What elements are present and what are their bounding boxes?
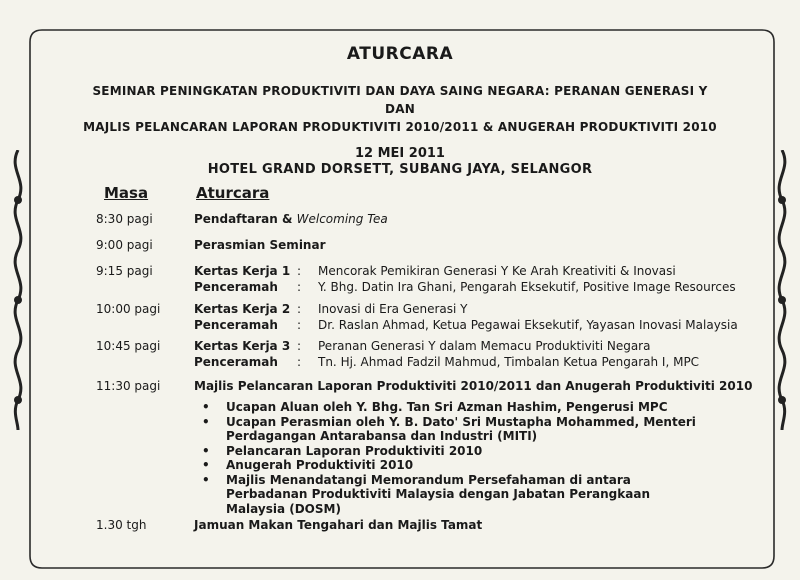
- schedule-time: 8:30 pagi: [96, 212, 153, 226]
- list-item-text: Ucapan Perasmian oleh Y. B. Dato' Sri Mustapha Mohammed, Menteri Perdagangan Antarabansa dan Industri (MITI): [226, 414, 696, 443]
- schedule-item: Kertas Kerja 2: [194, 302, 291, 316]
- separator-colon: :: [297, 355, 302, 369]
- subtitle-line-3: MAJLIS PELANCARAN LAPORAN PRODUKTIVITI 2010/2011 & ANUGERAH PRODUKTIVITI 2010: [83, 120, 717, 134]
- separator-colon: :: [297, 318, 302, 332]
- separator-colon: :: [297, 280, 302, 294]
- schedule-speaker: Y. Bhg. Datin Ira Ghani, Pengarah Eksekutif, Positive Image Resources: [318, 280, 736, 294]
- bullet-icon: •: [202, 472, 210, 487]
- bullet-icon: •: [202, 414, 210, 429]
- list-item-text: Majlis Menandatangi Memorandum Persefahaman di antara Perbadanan Produktiviti Malaysia dengan Jabatan Perangkaan Malaysia (DOSM): [226, 472, 650, 516]
- subtitle-line-1: SEMINAR PENINGKATAN PRODUKTIVITI DAN DAYA SAING NEGARA: PERANAN GENERASI Y: [92, 84, 708, 98]
- left-ornament: [4, 150, 32, 430]
- schedule-item: Jamuan Makan Tengahari dan Majlis Tamat: [194, 518, 483, 532]
- bullet-icon: •: [202, 400, 210, 414]
- separator-colon: :: [297, 339, 302, 353]
- event-date: 12 MEI 2011: [355, 146, 445, 161]
- list-item: [200, 400, 696, 415]
- list-item: [200, 444, 696, 459]
- schedule-speaker-label: Penceramah: [194, 318, 278, 332]
- schedule-desc: Peranan Generasi Y dalam Memacu Produktiviti Negara: [318, 339, 651, 353]
- list-item: [200, 458, 696, 473]
- schedule-item-italic: Welcoming Tea: [296, 212, 388, 226]
- schedule-item: Majlis Pelancaran Laporan Produktiviti 2010/2011 dan Anugerah Produktiviti 2010: [194, 379, 753, 393]
- list-item: [200, 415, 696, 444]
- list-item-text: Pelancaran Laporan Produktiviti 2010: [226, 443, 483, 458]
- event-venue: HOTEL GRAND DORSETT, SUBANG JAYA, SELANGOR: [207, 162, 593, 177]
- schedule-desc: Mencorak Pemikiran Generasi Y Ke Arah Kreativiti & Inovasi: [318, 264, 676, 278]
- schedule-item: Kertas Kerja 3: [194, 339, 291, 353]
- schedule-speaker-label: Penceramah: [194, 355, 278, 369]
- subtitle-line-2: DAN: [385, 102, 415, 116]
- schedule-speaker: Tn. Hj. Ahmad Fadzil Mahmud, Timbalan Ketua Pengarah I, MPC: [318, 355, 700, 369]
- separator-colon: :: [297, 264, 302, 278]
- schedule-time: 1.30 tgh: [96, 518, 147, 532]
- bullet-icon: •: [202, 458, 210, 472]
- schedule-time: 9:15 pagi: [96, 264, 153, 278]
- schedule-time: 9:00 pagi: [96, 238, 153, 252]
- schedule-time: 11:30 pagi: [96, 379, 161, 393]
- list-item-text: Anugerah Produktiviti 2010: [226, 458, 414, 472]
- schedule-speaker: Dr. Raslan Ahmad, Ketua Pegawai Eksekutif, Yayasan Inovasi Malaysia: [318, 318, 738, 332]
- schedule-speaker-label: Penceramah: [194, 280, 278, 294]
- separator-colon: :: [297, 302, 302, 316]
- schedule-item-text: Pendaftaran &: [194, 212, 297, 226]
- schedule-desc: Inovasi di Era Generasi Y: [318, 302, 468, 316]
- column-header-masa: Masa: [104, 184, 149, 202]
- schedule-item: Perasmian Seminar: [194, 238, 326, 252]
- bullet-icon: •: [202, 443, 210, 458]
- list-item: [200, 473, 696, 517]
- document-title: ATURCARA: [346, 44, 454, 64]
- list-item-text: Ucapan Aluan oleh Y. Bhg. Tan Sri Azman Hashim, Pengerusi MPC: [226, 400, 668, 414]
- right-ornament: [768, 150, 796, 430]
- schedule-time: 10:45 pagi: [96, 339, 161, 353]
- schedule-item: Kertas Kerja 1: [194, 264, 291, 278]
- schedule-time: 10:00 pagi: [96, 302, 161, 316]
- schedule-item: [194, 212, 388, 226]
- column-header-aturcara: Aturcara: [196, 184, 270, 202]
- ceremony-bullet-list: [200, 400, 696, 516]
